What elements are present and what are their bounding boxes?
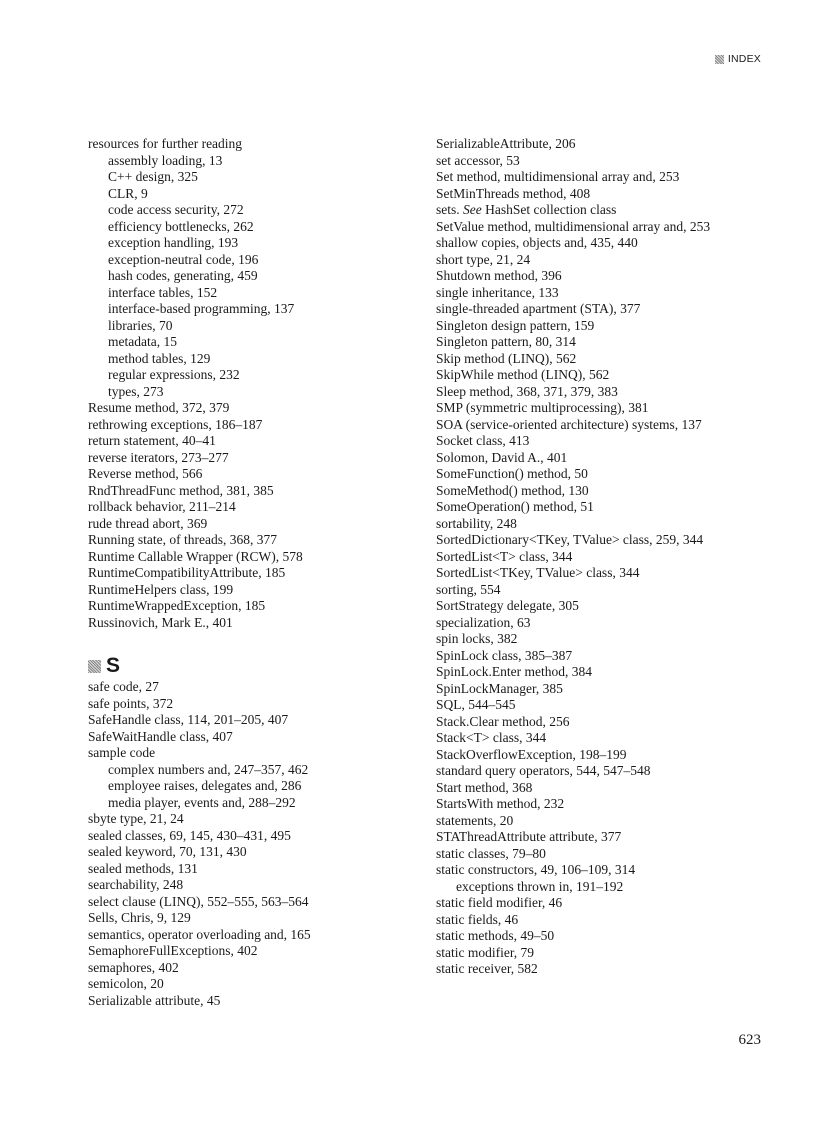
index-entry: Singleton pattern, 80, 314	[436, 334, 576, 349]
index-subentry: types, 273	[108, 383, 164, 399]
index-subentry: code access security, 272	[108, 202, 244, 217]
section-marker-icon	[715, 55, 724, 64]
index-entry: sample code	[88, 745, 156, 760]
index-entry: Shutdown method, 396	[436, 268, 562, 283]
index-entry: StartsWith method, 232	[436, 796, 565, 811]
index-subentry: exceptions thrown in, 191–192	[456, 878, 624, 894]
index-entry: return statement, 40–41	[88, 433, 216, 448]
index-entry: semaphores, 402	[88, 959, 179, 975]
index-subentry: interface tables, 152	[108, 284, 218, 300]
index-column-left	[88, 136, 388, 1009]
index-subentry: efficiency bottlenecks, 262	[108, 218, 254, 234]
index-entry: RuntimeHelpers class, 199	[88, 581, 234, 597]
index-entry: Stack<T> class, 344	[436, 730, 547, 745]
index-entry: static constructors, 49, 106–109, 314	[436, 862, 636, 877]
index-entry: SortedList<TKey, TValue> class, 344	[436, 565, 640, 580]
index-entry: SomeOperation() method, 51	[436, 499, 594, 514]
index-entry: Singleton design pattern, 159	[436, 317, 595, 333]
index-entry: Solomon, David A., 401	[436, 449, 568, 465]
index-entry: SetMinThreads method, 408	[436, 185, 591, 201]
index-entry: SpinLock.Enter method, 384	[436, 664, 592, 679]
index-entry: spin locks, 382	[436, 631, 518, 646]
index-entry: SkipWhile method (LINQ), 562	[436, 367, 610, 382]
running-head-title: INDEX	[727, 53, 761, 65]
index-entry: StackOverflowException, 198–199	[436, 746, 627, 762]
section-heading	[88, 655, 388, 677]
index-entry: Runtime Callable Wrapper (RCW), 578	[88, 548, 303, 564]
index-entry: rude thread abort, 369	[88, 515, 208, 531]
index-subentry: interface-based programming, 137	[108, 301, 295, 316]
index-entry: short type, 21, 24	[436, 251, 531, 267]
entry-text: sets.	[436, 202, 463, 217]
index-subentry: media player, events and, 288–292	[108, 794, 296, 810]
index-entry: static modifier, 79	[436, 944, 535, 960]
index-entry: SOA (service-oriented architecture) systems, 137	[436, 416, 702, 432]
index-entry: SQL, 544–545	[436, 697, 516, 712]
index-entry: Stack.Clear method, 256	[436, 713, 570, 729]
index-entry: RuntimeCompatibilityAttribute, 185	[88, 565, 286, 580]
index-entry: SpinLockManager, 385	[436, 680, 563, 696]
index-entry: static methods, 49–50	[436, 928, 555, 943]
running-head	[715, 53, 761, 65]
see-reference: See	[463, 202, 482, 217]
section-letter: S	[106, 654, 121, 677]
index-entry: Start method, 368	[436, 779, 533, 795]
index-entry: set accessor, 53	[436, 152, 520, 168]
index-entry: safe code, 27	[88, 679, 159, 694]
index-entry: Resume method, 372, 379	[88, 400, 230, 415]
index-entry: SetValue method, multidimensional array and, 253	[436, 218, 711, 234]
index-entry: single-threaded apartment (STA), 377	[436, 301, 641, 316]
entry-text: HashSet collection class	[481, 202, 617, 217]
index-entry: static field modifier, 46	[436, 895, 563, 910]
index-entry: rethrowing exceptions, 186–187	[88, 416, 263, 432]
index-entry: Socket class, 413	[436, 433, 530, 448]
index-entry: sorting, 554	[436, 581, 501, 597]
index-subentry: hash codes, generating, 459	[108, 268, 258, 283]
index-entry: SafeHandle class, 114, 201–205, 407	[88, 712, 289, 727]
index-entry: resources for further reading	[88, 136, 243, 151]
index-entry: SomeMethod() method, 130	[436, 482, 589, 498]
index-entry: SomeFunction() method, 50	[436, 466, 588, 481]
index-entry: semicolon, 20	[88, 976, 164, 991]
index-entry: Serializable attribute, 45	[88, 992, 221, 1008]
index-entry: standard query operators, 544, 547–548	[436, 763, 651, 778]
index-subentry: metadata, 15	[108, 334, 177, 349]
index-entry: rollback behavior, 211–214	[88, 499, 236, 514]
index-entry: SerializableAttribute, 206	[436, 136, 576, 151]
index-column-right	[436, 136, 766, 978]
index-subentry: CLR, 9	[108, 185, 148, 201]
index-entry: specialization, 63	[436, 614, 531, 630]
index-entry: Russinovich, Mark E., 401	[88, 614, 233, 630]
index-entry: shallow copies, objects and, 435, 440	[436, 235, 638, 250]
index-entry: Reverse method, 566	[88, 466, 203, 481]
index-subentry: method tables, 129	[108, 350, 211, 366]
index-subentry: exception-neutral code, 196	[108, 251, 259, 267]
index-entry	[436, 202, 766, 219]
index-entry: safe points, 372	[88, 695, 174, 711]
index-entry: static receiver, 582	[436, 961, 538, 976]
index-entry: reverse iterators, 273–277	[88, 449, 229, 465]
index-entry: Sells, Chris, 9, 129	[88, 910, 191, 925]
index-entry: SortStrategy delegate, 305	[436, 598, 579, 613]
index-entry: SMP (symmetric multiprocessing), 381	[436, 400, 649, 415]
index-entry: Running state, of threads, 368, 377	[88, 532, 277, 547]
index-entry: searchability, 248	[88, 877, 184, 892]
index-entry: STAThreadAttribute attribute, 377	[436, 829, 622, 844]
index-entry: sortability, 248	[436, 515, 517, 531]
index-subentry: regular expressions, 232	[108, 367, 240, 382]
index-entry: single inheritance, 133	[436, 284, 559, 300]
index-entry: SafeWaitHandle class, 407	[88, 728, 233, 744]
index-subentry: employee raises, delegates and, 286	[108, 778, 302, 793]
index-entry: semantics, operator overloading and, 165	[88, 926, 311, 942]
index-entry: static fields, 46	[436, 911, 519, 927]
index-subentry: libraries, 70	[108, 317, 173, 333]
index-entry: static classes, 79–80	[436, 845, 546, 861]
index-entry: Set method, multidimensional array and, 253	[436, 169, 680, 184]
index-entry: sealed keyword, 70, 131, 430	[88, 844, 247, 859]
index-subentry: assembly loading, 13	[108, 152, 223, 168]
index-entry: Skip method (LINQ), 562	[436, 350, 577, 366]
index-subentry: complex numbers and, 247–357, 462	[108, 761, 309, 777]
index-entry: SpinLock class, 385–387	[436, 647, 573, 663]
index-subentry: C++ design, 325	[108, 169, 198, 184]
index-entry: SortedList<T> class, 344	[436, 548, 573, 564]
index-entry: sbyte type, 21, 24	[88, 811, 184, 826]
index-entry: statements, 20	[436, 812, 514, 828]
index-entry: SemaphoreFullExceptions, 402	[88, 943, 258, 958]
index-entry: sealed classes, 69, 145, 430–431, 495	[88, 827, 291, 843]
index-entry: RndThreadFunc method, 381, 385	[88, 482, 274, 498]
index-entry: RuntimeWrappedException, 185	[88, 598, 266, 613]
section-marker-icon	[88, 660, 101, 673]
page-number: 623	[738, 1032, 761, 1048]
index-subentry: exception handling, 193	[108, 235, 239, 250]
index-entry: sealed methods, 131	[88, 860, 198, 876]
index-entry: SortedDictionary<TKey, TValue> class, 259, 344	[436, 532, 704, 547]
index-entry: Sleep method, 368, 371, 379, 383	[436, 383, 618, 399]
index-entry: select clause (LINQ), 552–555, 563–564	[88, 893, 309, 909]
